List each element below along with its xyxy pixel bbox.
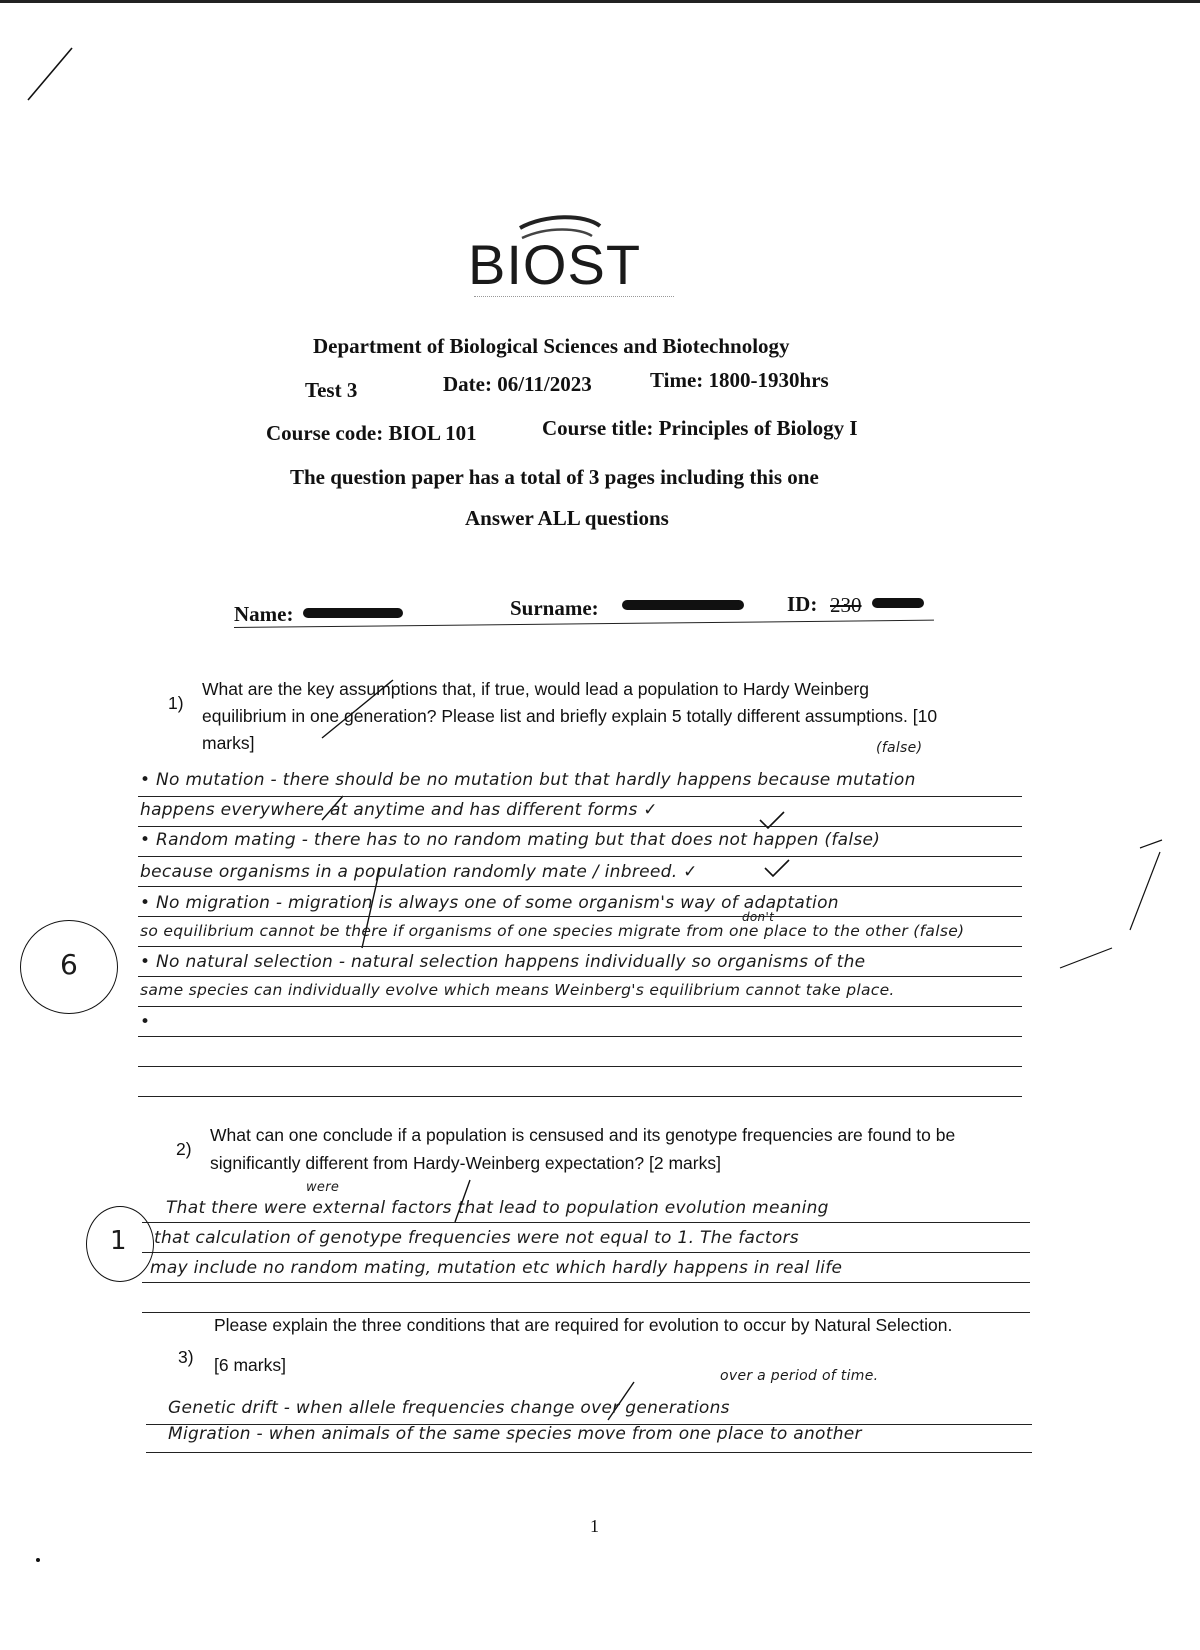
answer-rule: [138, 1066, 1022, 1067]
q3-annotation-over: over a period of time.: [720, 1368, 879, 1384]
q1-answer-7: • No natural selection - natural selection happens individually so organisms of the: [140, 952, 866, 972]
id-label: ID:: [787, 592, 818, 616]
stray-dot: [36, 1558, 40, 1562]
test-date: Date: 06/11/2023: [443, 372, 592, 396]
name-label: Name:: [234, 602, 294, 626]
answer-rule: [142, 1252, 1030, 1253]
page-number: 1: [590, 1516, 599, 1536]
pages-note: The question paper has a total of 3 pages including this one: [290, 465, 819, 489]
q2-text-line2: significantly different from Hardy-Weinberg expectation? [2 marks]: [210, 1153, 721, 1173]
margin-stroke-1: [1130, 852, 1160, 930]
q1-annotation-false: (false): [876, 740, 923, 756]
q1-answer-5: • No migration - migration is always one of some organism's way of adaptation: [140, 893, 839, 913]
logo-tagline-dotted: [474, 296, 674, 301]
answer-rule: [138, 1006, 1022, 1007]
check-mark-2: [765, 860, 789, 876]
q1-text-line1: What are the key assumptions that, if true, would lead a population to Hardy Weinberg: [202, 679, 869, 699]
q2-number: 2): [176, 1139, 192, 1159]
department-title: Department of Biological Sciences and Biotechnology: [313, 334, 790, 358]
q1-text-line3: marks]: [202, 733, 255, 753]
q3-answer-2: Migration - when animals of the same species move from one place to another: [168, 1424, 862, 1444]
q1-score: 6: [60, 948, 79, 981]
answer-rule: [138, 856, 1022, 857]
answer-rule: [138, 1036, 1022, 1037]
q2-text-line1: What can one conclude if a population is censused and its genotype frequencies are found to be: [210, 1125, 956, 1145]
surname-label: Surname:: [510, 596, 599, 620]
q1-text-line2: equilibrium in one generation? Please list and briefly explain 5 totally different assumptions. [10: [202, 706, 938, 726]
q1-answer-8: same species can individually evolve which means Weinberg's equilibrium cannot take place.: [140, 981, 895, 999]
course-title: Course title: Principles of Biology I: [542, 416, 858, 440]
instruction: Answer ALL questions: [465, 506, 669, 530]
q1-answer-1: • No mutation - there should be no mutation but that hardly happens because mutation: [140, 770, 916, 790]
q2-annotation-were: were: [306, 1180, 340, 1195]
answer-rule: [138, 976, 1022, 977]
answer-rule: [138, 796, 1022, 797]
q1-answer-9: •: [140, 1012, 151, 1032]
q3-number: 3): [178, 1347, 194, 1367]
answer-rule: [138, 826, 1022, 827]
margin-stroke-3: [1140, 840, 1162, 848]
answer-rule: [142, 1222, 1030, 1223]
q3-answer-1: Genetic drift - when allele frequencies change over generations: [168, 1398, 730, 1418]
q1-answer-3: • Random mating - there has to no random mating but that does not happen (false): [140, 830, 881, 850]
test-number: Test 3: [305, 378, 358, 402]
logo-wordmark: BIOST: [468, 233, 642, 296]
answer-rule: [146, 1452, 1032, 1453]
id-redaction: [872, 598, 924, 608]
name-redaction: [303, 608, 403, 618]
answer-rule: [138, 886, 1022, 887]
q3-text-line2: [6 marks]: [214, 1355, 286, 1375]
biost-logo: [468, 218, 678, 302]
q1-answer-2: happens everywhere at anytime and has different forms ✓: [140, 800, 658, 820]
q3-text-line1: Please explain the three conditions that are required for evolution to occur by Natural Selection.: [214, 1315, 953, 1335]
q2-answer-2: that calculation of genotype frequencies were not equal to 1. The factors: [154, 1228, 799, 1248]
surname-redaction: [622, 600, 744, 610]
answer-rule: [138, 916, 1022, 917]
answer-rule: [138, 946, 1022, 947]
answer-rule: [138, 1096, 1022, 1097]
q2-answer-1: That there were external factors that lead to population evolution meaning: [166, 1198, 829, 1218]
q2-answer-3: may include no random mating, mutation etc which hardly happens in real life: [150, 1258, 843, 1278]
q1-answer-6: so equilibrium cannot be there if organisms of one species migrate from one place to the other (false): [140, 922, 965, 940]
id-partial: 230: [830, 593, 862, 617]
corner-tick-mark: [28, 48, 72, 100]
q2-score: 1: [110, 1226, 127, 1256]
margin-stroke-2: [1060, 948, 1112, 968]
q1-number: 1): [168, 693, 184, 713]
course-code: Course code: BIOL 101: [266, 421, 477, 445]
test-time: Time: 1800-1930hrs: [650, 368, 829, 392]
q1-answer-4: because organisms in a population randomly mate / inbreed. ✓: [140, 862, 698, 882]
answer-rule: [142, 1282, 1030, 1283]
q1-annotation-dont: don't: [742, 910, 775, 924]
